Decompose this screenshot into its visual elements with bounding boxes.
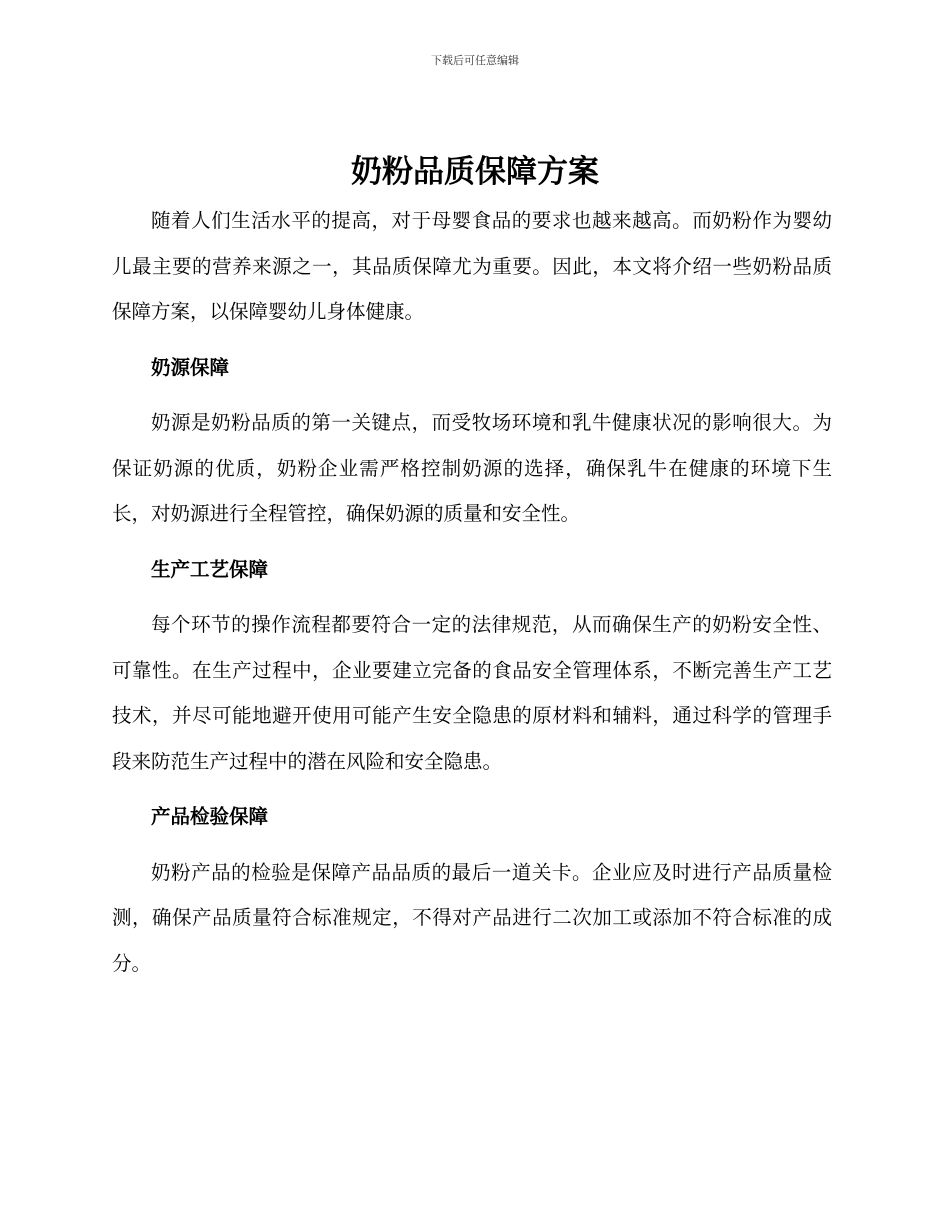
section-heading-production: 生产工艺保障: [151, 557, 269, 581]
document-title: 奶粉品质保障方案: [351, 154, 599, 190]
section-body-production: 每个环节的操作流程都要符合一定的法律规范，从而确保生产的奶粉安全性、可靠性。在生产过程中，企业要建立完备的食品安全管理体系，不断完善生产工艺技术，并尽可能地避开使用可能产生安全隐患的原材料和辅料，通过科学的管理手段来防范生产过程中的潜在风险和安全隐患。: [112, 613, 832, 773]
header-note: 下载后可任意编辑: [431, 54, 519, 67]
section-body-milk-source: 奶源是奶粉品质的第一关键点，而受牧场环境和乳牛健康状况的影响很大。为保证奶源的优质，奶粉企业需严格控制奶源的选择，确保乳牛在健康的环境下生长，对奶源进行全程管控，确保奶源的质量和安全性。: [112, 411, 832, 525]
document-body: [112, 198, 832, 986]
section-heading-milk-source: 奶源保障: [151, 355, 230, 379]
intro-paragraph: 随着人们生活水平的提高，对于母婴食品的要求也越来越高。而奶粉作为婴幼儿最主要的营养来源之一，其品质保障尤为重要。因此，本文将介绍一些奶粉品质保障方案，以保障婴幼儿身体健康。: [112, 209, 832, 323]
section-heading-inspection: 产品检验保障: [151, 805, 269, 828]
section-body-inspection: 奶粉产品的检验是保障产品品质的最后一道关卡。企业应及时进行产品质量检测，确保产品质量符合标准规定，不得对产品进行二次加工或添加不符合标准的成分。: [112, 860, 832, 975]
